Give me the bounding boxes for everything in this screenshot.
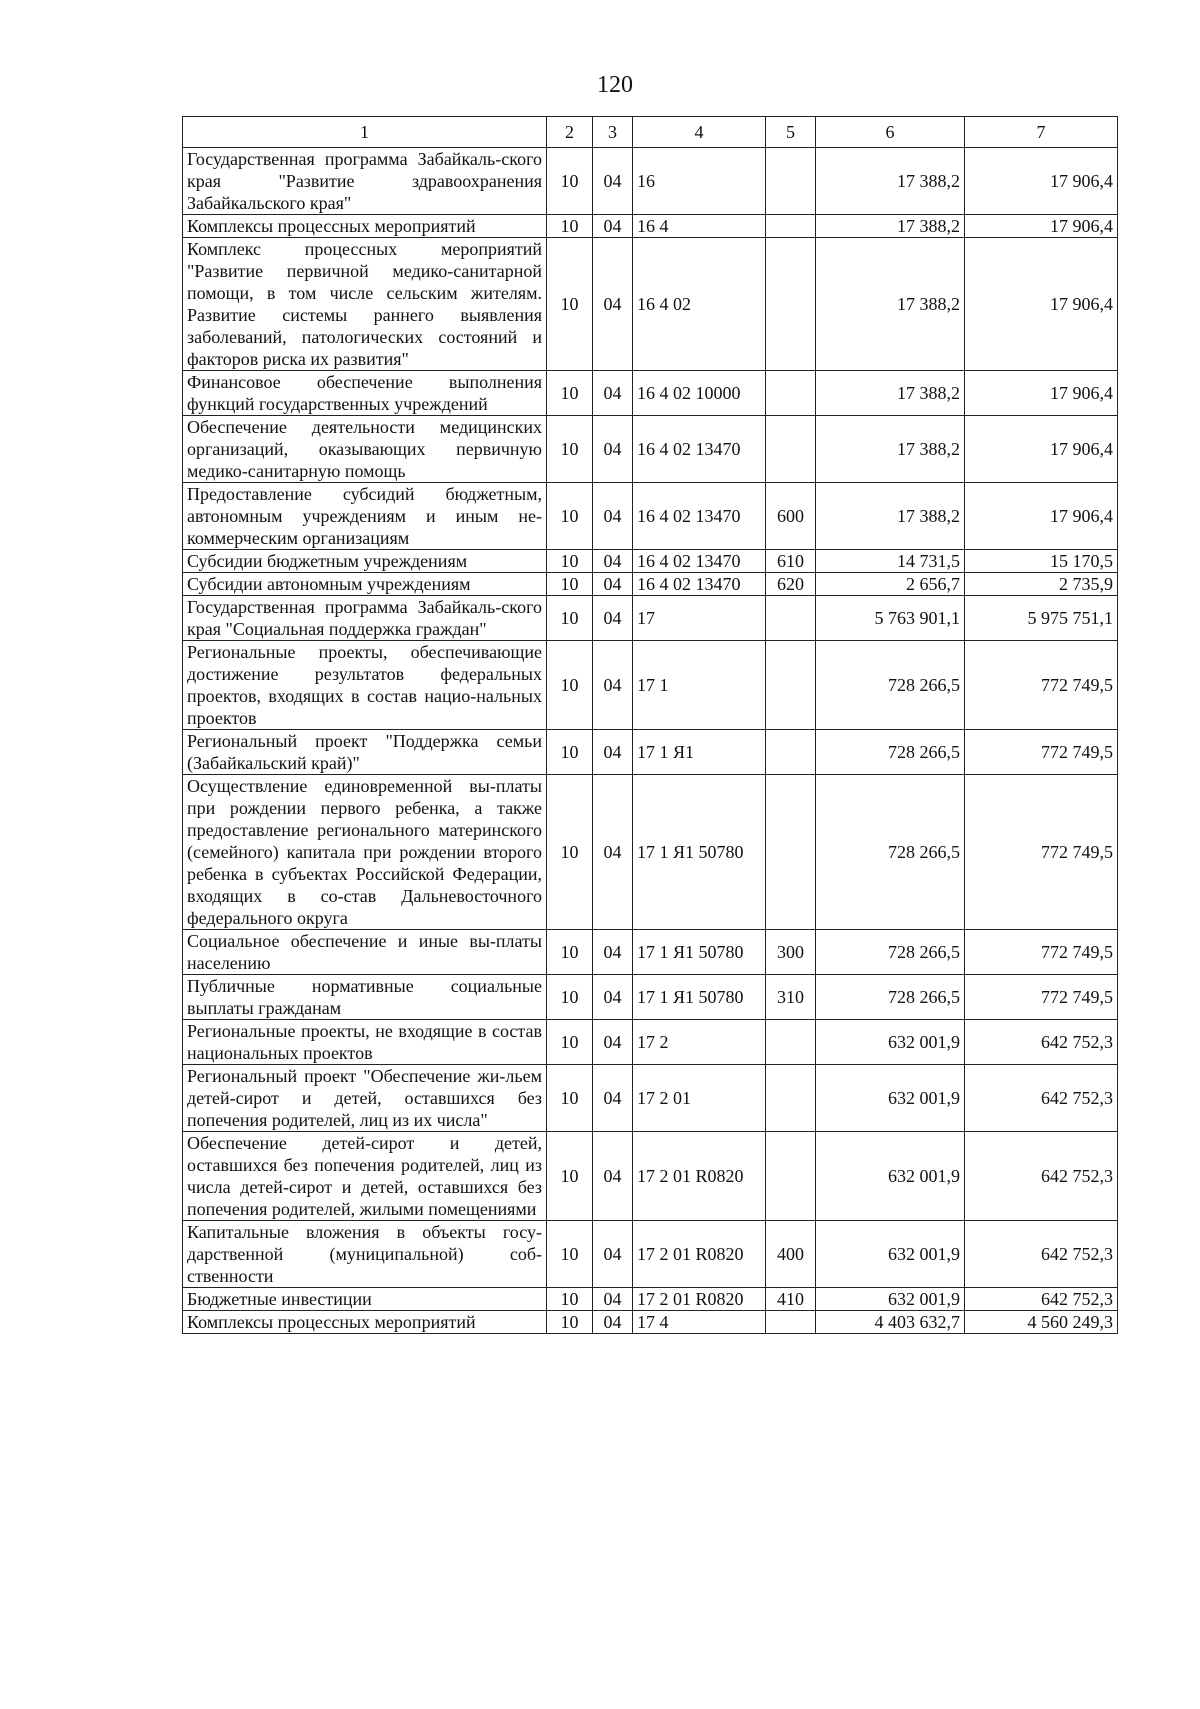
amount-year-2: 17 906,4 bbox=[965, 148, 1118, 215]
row-name: Осуществление единовременной вы-платы при рождении первого ребенка, а также предоставление регионального материнского (семейного) капитала при рождении второго ребенка в субъектах Российской Федерации, входящих в со-став Дальневосточного федерального округа bbox=[183, 775, 547, 930]
expense-type-code bbox=[766, 775, 816, 930]
target-article-code: 17 bbox=[633, 596, 766, 641]
amount-year-1: 5 763 901,1 bbox=[816, 596, 965, 641]
table-row bbox=[183, 1221, 1118, 1288]
row-name: Государственная программа Забайкаль-ского края "Развитие здравоохранения Забайкальского края" bbox=[183, 148, 547, 215]
row-name: Субсидии бюджетным учреждениям bbox=[183, 550, 547, 573]
target-article-code: 17 1 Я1 50780 bbox=[633, 775, 766, 930]
expense-type-code bbox=[766, 641, 816, 730]
amount-year-1: 632 001,9 bbox=[816, 1288, 965, 1311]
amount-year-1: 17 388,2 bbox=[816, 215, 965, 238]
row-name: Обеспечение детей-сирот и детей, оставшихся без попечения родителей, лиц из числа детей-сирот и детей, оставшихся без попечения родителей, жилыми помещениями bbox=[183, 1132, 547, 1221]
expense-type-code: 410 bbox=[766, 1288, 816, 1311]
section-code: 10 bbox=[547, 596, 593, 641]
target-article-code: 17 1 Я1 50780 bbox=[633, 930, 766, 975]
subsection-code: 04 bbox=[593, 238, 633, 371]
page-number: 120 bbox=[597, 72, 633, 98]
amount-year-1: 17 388,2 bbox=[816, 238, 965, 371]
section-code: 10 bbox=[547, 775, 593, 930]
amount-year-2: 642 752,3 bbox=[965, 1132, 1118, 1221]
subsection-code: 04 bbox=[593, 975, 633, 1020]
target-article-code: 16 bbox=[633, 148, 766, 215]
target-article-code: 17 2 bbox=[633, 1020, 766, 1065]
section-code: 10 bbox=[547, 238, 593, 371]
expense-type-code bbox=[766, 416, 816, 483]
table-row bbox=[183, 930, 1118, 975]
column-header: 6 bbox=[816, 117, 965, 148]
subsection-code: 04 bbox=[593, 1311, 633, 1334]
budget-table bbox=[182, 116, 1118, 1334]
amount-year-1: 17 388,2 bbox=[816, 483, 965, 550]
column-header: 5 bbox=[766, 117, 816, 148]
target-article-code: 17 2 01 R0820 bbox=[633, 1132, 766, 1221]
amount-year-2: 772 749,5 bbox=[965, 730, 1118, 775]
table-row bbox=[183, 730, 1118, 775]
subsection-code: 04 bbox=[593, 148, 633, 215]
amount-year-2: 772 749,5 bbox=[965, 975, 1118, 1020]
section-code: 10 bbox=[547, 483, 593, 550]
section-code: 10 bbox=[547, 371, 593, 416]
column-header: 3 bbox=[593, 117, 633, 148]
column-header: 1 bbox=[183, 117, 547, 148]
subsection-code: 04 bbox=[593, 1132, 633, 1221]
row-name: Обеспечение деятельности медицинских организаций, оказывающих первичную медико-санитарную помощь bbox=[183, 416, 547, 483]
expense-type-code bbox=[766, 371, 816, 416]
amount-year-1: 17 388,2 bbox=[816, 371, 965, 416]
table-row bbox=[183, 1020, 1118, 1065]
row-name: Капитальные вложения в объекты госу-дарственной (муниципальной) соб-ственности bbox=[183, 1221, 547, 1288]
amount-year-1: 728 266,5 bbox=[816, 775, 965, 930]
amount-year-2: 772 749,5 bbox=[965, 641, 1118, 730]
amount-year-2: 772 749,5 bbox=[965, 775, 1118, 930]
table-row bbox=[183, 483, 1118, 550]
amount-year-1: 728 266,5 bbox=[816, 641, 965, 730]
subsection-code: 04 bbox=[593, 371, 633, 416]
expense-type-code bbox=[766, 1065, 816, 1132]
amount-year-2: 642 752,3 bbox=[965, 1288, 1118, 1311]
amount-year-1: 728 266,5 bbox=[816, 930, 965, 975]
subsection-code: 04 bbox=[593, 730, 633, 775]
row-name: Бюджетные инвестиции bbox=[183, 1288, 547, 1311]
subsection-code: 04 bbox=[593, 775, 633, 930]
target-article-code: 16 4 02 bbox=[633, 238, 766, 371]
table-row bbox=[183, 148, 1118, 215]
expense-type-code: 620 bbox=[766, 573, 816, 596]
section-code: 10 bbox=[547, 573, 593, 596]
amount-year-2: 17 906,4 bbox=[965, 371, 1118, 416]
section-code: 10 bbox=[547, 416, 593, 483]
row-name: Региональный проект "Поддержка семьи (Забайкальский край)" bbox=[183, 730, 547, 775]
amount-year-2: 772 749,5 bbox=[965, 930, 1118, 975]
table-row bbox=[183, 775, 1118, 930]
section-code: 10 bbox=[547, 1288, 593, 1311]
amount-year-2: 4 560 249,3 bbox=[965, 1311, 1118, 1334]
column-header: 2 bbox=[547, 117, 593, 148]
table-row bbox=[183, 215, 1118, 238]
section-code: 10 bbox=[547, 975, 593, 1020]
amount-year-1: 632 001,9 bbox=[816, 1065, 965, 1132]
amount-year-1: 14 731,5 bbox=[816, 550, 965, 573]
target-article-code: 16 4 bbox=[633, 215, 766, 238]
expense-type-code: 300 bbox=[766, 930, 816, 975]
target-article-code: 17 2 01 bbox=[633, 1065, 766, 1132]
row-name: Комплексы процессных мероприятий bbox=[183, 1311, 547, 1334]
expense-type-code bbox=[766, 148, 816, 215]
target-article-code: 16 4 02 13470 bbox=[633, 483, 766, 550]
amount-year-1: 17 388,2 bbox=[816, 416, 965, 483]
amount-year-2: 15 170,5 bbox=[965, 550, 1118, 573]
amount-year-2: 2 735,9 bbox=[965, 573, 1118, 596]
table-row bbox=[183, 1132, 1118, 1221]
amount-year-1: 728 266,5 bbox=[816, 975, 965, 1020]
target-article-code: 17 2 01 R0820 bbox=[633, 1288, 766, 1311]
row-name: Предоставление субсидий бюджетным, автономным учреждениям и иным не-коммерческим организациям bbox=[183, 483, 547, 550]
amount-year-1: 2 656,7 bbox=[816, 573, 965, 596]
row-name: Комплексы процессных мероприятий bbox=[183, 215, 547, 238]
amount-year-2: 17 906,4 bbox=[965, 238, 1118, 371]
amount-year-2: 642 752,3 bbox=[965, 1020, 1118, 1065]
row-name: Публичные нормативные социальные выплаты гражданам bbox=[183, 975, 547, 1020]
table-row bbox=[183, 596, 1118, 641]
section-code: 10 bbox=[547, 1132, 593, 1221]
row-name: Комплекс процессных мероприятий "Развитие первичной медико-санитарной помощи, в том числе сельским жителям. Развитие системы раннего выявления заболеваний, патологических состояний и факторов риска их развития" bbox=[183, 238, 547, 371]
amount-year-1: 632 001,9 bbox=[816, 1020, 965, 1065]
subsection-code: 04 bbox=[593, 483, 633, 550]
section-code: 10 bbox=[547, 1065, 593, 1132]
section-code: 10 bbox=[547, 730, 593, 775]
target-article-code: 16 4 02 13470 bbox=[633, 550, 766, 573]
target-article-code: 17 1 Я1 50780 bbox=[633, 975, 766, 1020]
subsection-code: 04 bbox=[593, 550, 633, 573]
section-code: 10 bbox=[547, 1221, 593, 1288]
subsection-code: 04 bbox=[593, 573, 633, 596]
target-article-code: 16 4 02 10000 bbox=[633, 371, 766, 416]
amount-year-1: 632 001,9 bbox=[816, 1221, 965, 1288]
subsection-code: 04 bbox=[593, 416, 633, 483]
subsection-code: 04 bbox=[593, 596, 633, 641]
target-article-code: 17 2 01 R0820 bbox=[633, 1221, 766, 1288]
section-code: 10 bbox=[547, 550, 593, 573]
amount-year-1: 4 403 632,7 bbox=[816, 1311, 965, 1334]
target-article-code: 17 1 Я1 bbox=[633, 730, 766, 775]
header-row bbox=[183, 117, 1118, 148]
subsection-code: 04 bbox=[593, 1020, 633, 1065]
table-row bbox=[183, 1065, 1118, 1132]
target-article-code: 16 4 02 13470 bbox=[633, 573, 766, 596]
table-row bbox=[183, 641, 1118, 730]
row-name: Региональный проект "Обеспечение жи-льем детей-сирот и детей, оставшихся без попечения родителей, лиц из их числа" bbox=[183, 1065, 547, 1132]
expense-type-code bbox=[766, 730, 816, 775]
section-code: 10 bbox=[547, 148, 593, 215]
amount-year-2: 642 752,3 bbox=[965, 1065, 1118, 1132]
expense-type-code bbox=[766, 238, 816, 371]
subsection-code: 04 bbox=[593, 1288, 633, 1311]
section-code: 10 bbox=[547, 1311, 593, 1334]
section-code: 10 bbox=[547, 1020, 593, 1065]
table-row bbox=[183, 975, 1118, 1020]
table-row bbox=[183, 1288, 1118, 1311]
expense-type-code bbox=[766, 1311, 816, 1334]
subsection-code: 04 bbox=[593, 930, 633, 975]
amount-year-2: 642 752,3 bbox=[965, 1221, 1118, 1288]
table-row bbox=[183, 1311, 1118, 1334]
row-name: Региональные проекты, не входящие в состав национальных проектов bbox=[183, 1020, 547, 1065]
target-article-code: 17 4 bbox=[633, 1311, 766, 1334]
row-name: Государственная программа Забайкаль-ского края "Социальная поддержка граждан" bbox=[183, 596, 547, 641]
amount-year-1: 728 266,5 bbox=[816, 730, 965, 775]
column-header: 4 bbox=[633, 117, 766, 148]
expense-type-code: 600 bbox=[766, 483, 816, 550]
table-row bbox=[183, 416, 1118, 483]
subsection-code: 04 bbox=[593, 641, 633, 730]
target-article-code: 17 1 bbox=[633, 641, 766, 730]
amount-year-2: 17 906,4 bbox=[965, 215, 1118, 238]
subsection-code: 04 bbox=[593, 1065, 633, 1132]
amount-year-2: 17 906,4 bbox=[965, 416, 1118, 483]
row-name: Субсидии автономным учреждениям bbox=[183, 573, 547, 596]
table-row bbox=[183, 573, 1118, 596]
column-header: 7 bbox=[965, 117, 1118, 148]
table-row bbox=[183, 238, 1118, 371]
subsection-code: 04 bbox=[593, 1221, 633, 1288]
expense-type-code bbox=[766, 1132, 816, 1221]
amount-year-1: 632 001,9 bbox=[816, 1132, 965, 1221]
subsection-code: 04 bbox=[593, 215, 633, 238]
section-code: 10 bbox=[547, 930, 593, 975]
amount-year-2: 5 975 751,1 bbox=[965, 596, 1118, 641]
row-name: Социальное обеспечение и иные вы-платы населению bbox=[183, 930, 547, 975]
expense-type-code: 400 bbox=[766, 1221, 816, 1288]
table-row bbox=[183, 371, 1118, 416]
expense-type-code: 310 bbox=[766, 975, 816, 1020]
section-code: 10 bbox=[547, 641, 593, 730]
target-article-code: 16 4 02 13470 bbox=[633, 416, 766, 483]
expense-type-code bbox=[766, 1020, 816, 1065]
section-code: 10 bbox=[547, 215, 593, 238]
table-row bbox=[183, 550, 1118, 573]
amount-year-1: 17 388,2 bbox=[816, 148, 965, 215]
row-name: Региональные проекты, обеспечивающие достижение результатов федеральных проектов, входящих в состав нацио-нальных проектов bbox=[183, 641, 547, 730]
expense-type-code bbox=[766, 215, 816, 238]
row-name: Финансовое обеспечение выполнения функций государственных учреждений bbox=[183, 371, 547, 416]
amount-year-2: 17 906,4 bbox=[965, 483, 1118, 550]
expense-type-code: 610 bbox=[766, 550, 816, 573]
expense-type-code bbox=[766, 596, 816, 641]
